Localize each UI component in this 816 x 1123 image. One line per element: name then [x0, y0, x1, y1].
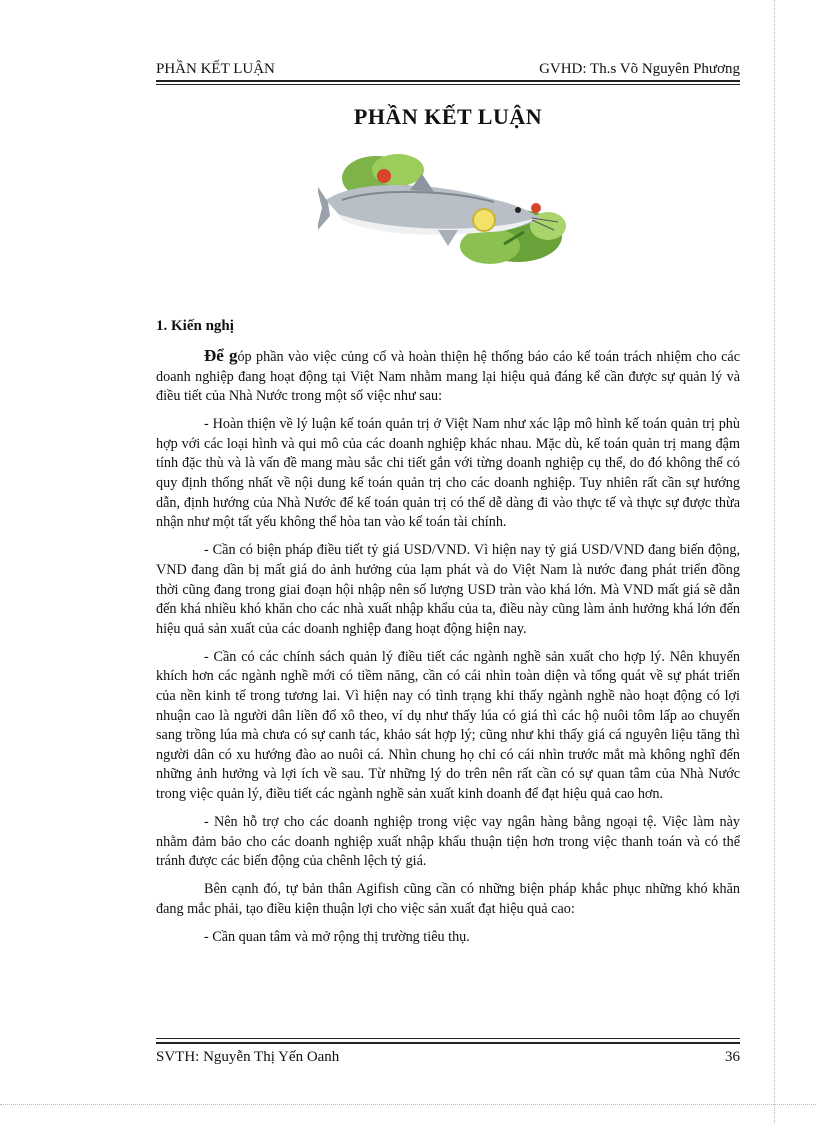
section-body	[156, 346, 740, 956]
header-rule-top	[156, 80, 740, 82]
recommendation-paragraph: - Cần có biện pháp điều tiết tỷ giá USD/VND. Vì hiện nay tỷ giá USD/VND đang biến động, VND đang dần bị mất giá do ảnh hưởng của lạm phát và do Việt Nam là nước đang phát triển đồng thời cũng đang trong giai đoạn hội nhập nên số lượng USD tràn vào khá lớn. Mà VND mất giá sẽ dẫn đến khá nhiều khó khăn cho các nhà xuất nhập khẩu của ta, điều này cũng làm ảnh hưởng khá lớn đến hiệu quả sản xuất của các doanh nghiệp đang hoạt động hiện nay.	[156, 542, 740, 637]
fish-illustration-icon	[318, 148, 570, 266]
page-footer	[156, 1049, 740, 1066]
intro-paragraph	[156, 346, 740, 407]
footer-page-number: 36	[725, 1049, 740, 1065]
recommendation-paragraph: - Cần quan tâm và mở rộng thị trường tiêu thụ.	[204, 929, 470, 946]
page-header	[156, 58, 740, 78]
lemon-slice	[473, 209, 495, 231]
agifish-paragraph: Bên cạnh đó, tự bản thân Agifish cũng cần có những biện pháp khắc phục những khó khăn đang mắc phải, tạo điều kiện thuận lợi cho việc sản xuất đạt hiệu quả cao:	[156, 881, 740, 917]
fish-tail	[318, 184, 330, 232]
footer-rule-top	[156, 1038, 740, 1039]
intro-text: óp phần vào việc củng cố và hoàn thiện hệ thống báo cáo kế toán trách nhiệm cho các doanh nghiệp đang hoạt động tại Việt Nam nhằm mang lại hiệu quả đáng kể cần được sự quản lý và điều tiết của Nhà Nước trong một số việc như sau:	[156, 349, 741, 405]
page-title: PHẦN KẾT LUẬN	[353, 104, 543, 129]
footer-student-name: SVTH: Nguyễn Thị Yến Oanh	[156, 1049, 340, 1065]
fish-eye	[515, 207, 521, 213]
recommendation-paragraph: - Cần có các chính sách quản lý điều tiết các ngành nghề sản xuất cho hợp lý. Nên khuyến khích hơn các ngành nghề mới có tiềm năng, cần có cái nhìn toàn diện và tổng quát về sự phát triển của nền kinh tế trong tương lai. Vì hiện nay có tình trạng khi thấy ngành nghề nào hoạt động có lợi nhuận cao là người dân liền đổ xô theo, ví dụ như thấy lúa có giá thì các hộ nuôi tôm lấp ao chuyển sang trồng lúa mà chưa có sự canh tác, khảo sát hợp lý; cũng như khi thấy giá cá nguyên liệu tăng thì người dân có xu hướng đào ao nuôi cá. Nhìn chung họ chỉ có cái nhìn trước mắt mà không nghĩ đến những ảnh hưởng và lợi ích về sau. Từ những lý do trên nên rất cần có sự quan tâm của Nhà Nước trong việc quản lý, điều tiết các ngành nghề sản xuất kinh doanh để đạt hiệu quả cao hơn.	[156, 648, 740, 802]
fish-on-lettuce-photo	[318, 148, 570, 266]
recommendation-paragraph: - Hoàn thiện về lý luận kế toán quản trị ở Việt Nam như xác lập mô hình kế toán quản trị phù hợp với các loại hình và qui mô của các doanh nghiệp khác nhau. Mặc dù, kế toán quản trị mang đậm tính đặc thù và là vấn đề mang màu sắc chi tiết gắn với từng doanh nghiệp cụ thể, do đó không thể có quy định thống nhất về nội dung kế toán quản trị cho các doanh nghiệp. Tuy nhiên rất cần sự hướng dẫn, định hướng của Nhà Nước để kế toán quản trị có thể dễ dàng đi vào thực tế và thực sự được thừa nhận như một tất yếu không thể hòa tan vào kế toán tài chính.	[156, 416, 740, 531]
chili-slice	[531, 203, 541, 213]
intro-dropcap: Để g	[204, 346, 238, 365]
header-rule-bottom	[156, 84, 740, 85]
header-section-title: PHẦN KẾT LUẬN	[156, 61, 275, 77]
page-edge-guide	[0, 1104, 816, 1105]
recommendation-paragraph: - Nên hỗ trợ cho các doanh nghiệp trong việc vay ngân hàng bằng ngoại tệ. Việc làm này nhằm đảm bảo cho các doanh nghiệp xuất nhập khẩu thuận tiện hơn trong việc thanh toán và có thể tránh được các biến động của chênh lệch tỷ giá.	[156, 814, 740, 870]
page-edge-guide	[774, 0, 775, 1123]
header-supervisor: GVHD: Th.s Võ Nguyên Phương	[539, 61, 740, 77]
fish-belly-fin	[438, 230, 458, 246]
section-heading: 1. Kiến nghị	[156, 318, 234, 334]
tomato-slice	[377, 169, 391, 183]
footer-rule-bottom	[156, 1042, 740, 1044]
